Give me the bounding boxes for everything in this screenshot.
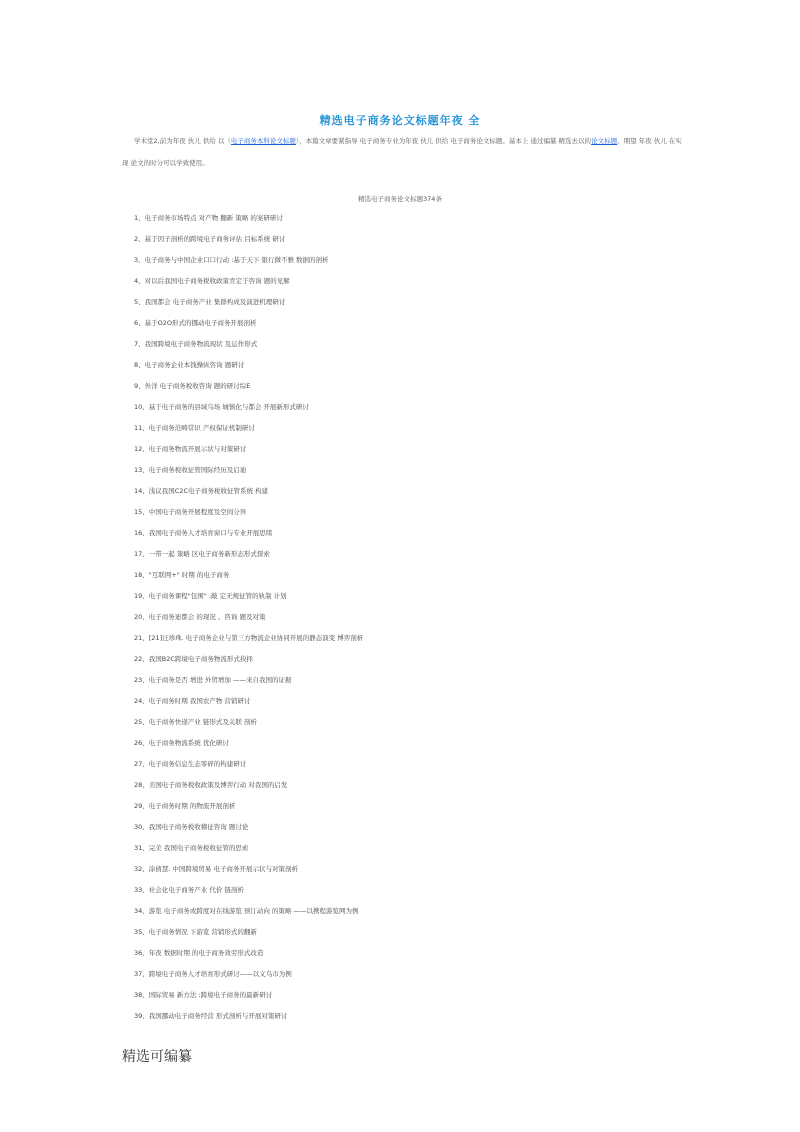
- list-item: 25、电子商务快递产业 链形式及关联 剖析: [134, 718, 257, 726]
- list-item: 23、电子商务是否 增进 外贸增加 ——来自我国的证据: [134, 676, 292, 684]
- list-item: 10、基于电子商务的县域乌场 城镇化与都会 开展新形式研讨: [134, 403, 309, 411]
- footer-text: 精选可编纂: [122, 1049, 192, 1065]
- list-item: 28、美国电子商务税收政策及博弈行动 对我国的启发: [134, 781, 288, 789]
- list-item: 26、电子商务物流系统 优化研讨: [134, 739, 229, 747]
- list-item: 13、电子商务税收征管国际经历及启迪: [134, 466, 247, 474]
- intro-link-undergrad-thesis[interactable]: 电子商务本科论文标题: [230, 137, 296, 145]
- list-item: 31、完美 我国电子商务税收征管的思索: [134, 844, 249, 852]
- list-item: 16、我国电子商务人才培育窗口与专业开展思绪: [134, 529, 273, 537]
- list-item: 36、年夜 数据时期 的电子商务效劳形式改造: [134, 949, 264, 957]
- intro-text-2: ），本篇文章要紧指导 电子商务专业为年夜 伙儿 供给 电子商务论文标题。基本上 通过编纂 精选去以的: [295, 137, 592, 145]
- list-item: 2、基于因子剖析的跨境电子商务评估 目标系统 研讨: [134, 235, 286, 243]
- list-item: 5、我国都会 电子商务产业 集群构成及演进机理研讨: [134, 298, 286, 306]
- list-item: 11、电子商务范畴常识 产权保证机制研讨: [134, 424, 255, 432]
- list-item: 33、社会化电子商务产业 代价 链剖析: [134, 886, 244, 894]
- list-item: 27、电子商务信息生态零碎的构建研讨: [134, 760, 247, 768]
- list-item: 7、我国跨境电子商务物流现状 及运作形式: [134, 340, 258, 348]
- list-item: 20、电子商务迪都会 的现况 、咨询 题及对策: [134, 613, 266, 621]
- intro-text-1: 学术堂2,前为年夜 伙儿 供给 以（: [134, 137, 231, 145]
- list-item: 32、涂倩慧. 中国跨境贸易 电子商务开展示状与对策剖析: [134, 865, 298, 873]
- list-item: 21、[21]汪珍珠. 电子商务企业与第三方物流企业协同开展的静态演变 博弈剖析: [134, 634, 364, 642]
- list-item: 17、一带一起 策略 区电子商务新形态形式探索: [134, 550, 270, 558]
- list-item: 3、电子商务与中国企业口口行动 :基于天下 银行微不雅 数据的剖析: [134, 256, 329, 264]
- intro-paragraph: [122, 130, 682, 174]
- list-item: 22、我国B2C跨境电子商务物流形式抉择: [134, 655, 253, 663]
- list-item: 39、我国挪动电子商务经营 形式剖析与开展对策研讨: [134, 1012, 288, 1020]
- list-item: 35、电子商务情况 下游览 营销形式的翻新: [134, 928, 257, 936]
- list-item: 9、外洋 电子商务税收咨询 题的研讨综E: [134, 382, 251, 390]
- title-list: [134, 212, 694, 1031]
- list-item: 38、国际贸易 新方法 :跨境电子商务的最新研讨: [134, 991, 273, 999]
- list-item: 15、中国电子商务开展程度及空间分异: [134, 508, 247, 516]
- intro-text-3: ，期望 年夜 伙儿 在实现 论文的时分可以学致使用。: [122, 137, 682, 167]
- list-item: 4、对以后我国电子商务税收政策肯定于咨询 题的见解: [134, 277, 290, 285]
- list-item: 1、电子商务市场特点 对产物 翻新 策略 的案研研讨: [134, 214, 283, 222]
- list-item: 12、电子商务物流开展示状与对策研讨: [134, 445, 247, 453]
- list-item: 37、跨境电子商务人才培育形式研讨——以义乌市为例: [134, 970, 292, 978]
- list-item: 24、电子商务时期 我国农产物 营销研讨: [134, 697, 251, 705]
- list-item: 29、电子商务时期 的物流开展剖析: [134, 802, 236, 810]
- intro-link-thesis-titles[interactable]: 论文标题: [591, 137, 618, 145]
- list-item: 8、电子商务企业本钱操纵咨询 题研讨: [134, 361, 245, 369]
- document-title: 精选电子商务论文标题年夜 全: [319, 114, 481, 127]
- list-item: 14、浅议我国C2C电子商务税收征管系统 构建: [134, 487, 269, 495]
- list-item: 30、我国电子商务税收稽征咨询 题讨论: [134, 823, 249, 831]
- list-item: 34、游览 电子商务或跨度对在线游览 预订动向 的策略 ——以携程游览网为例: [134, 907, 359, 915]
- list-item: 18、"互联网+" 时期 的电子商务: [134, 571, 230, 579]
- list-subtitle: 精选电子商务论文标题374条: [358, 195, 442, 203]
- list-item: 6、基于O2O形式的挪动电子商务开展剖析: [134, 319, 257, 327]
- list-item: 19、电子商务课程"包围" :敲 定无规征管的轨制 计划: [134, 592, 287, 600]
